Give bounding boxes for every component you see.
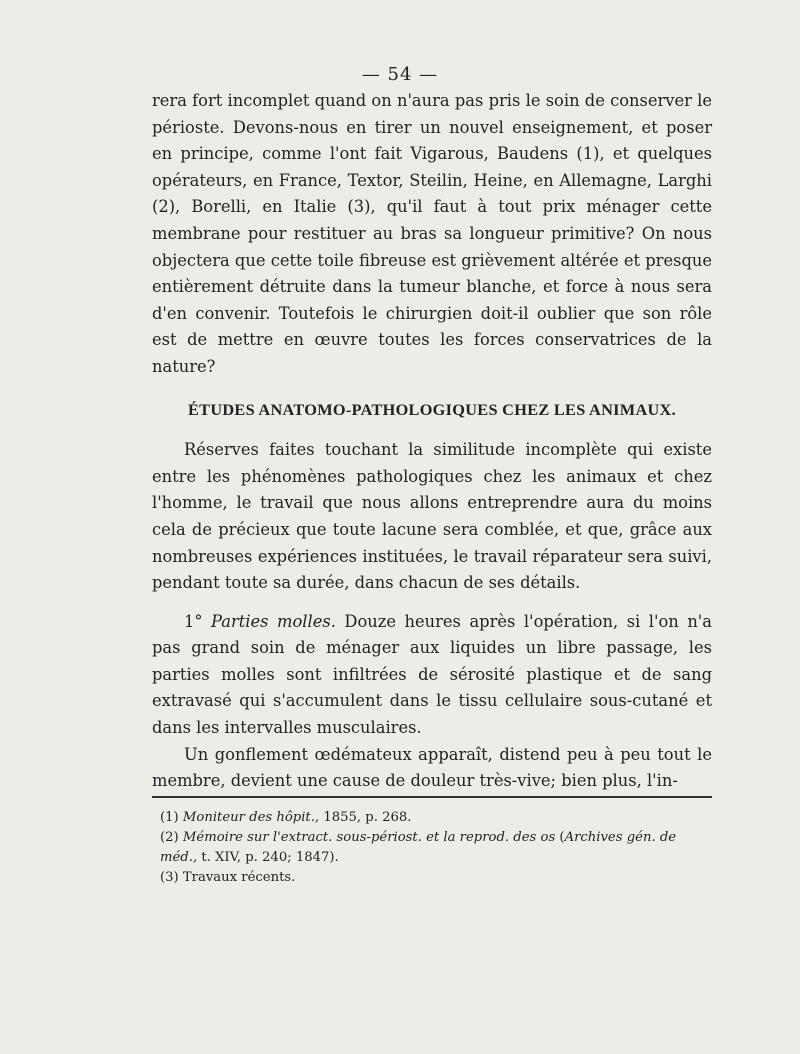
paragraph-1: rera fort incomplet quand on n'aura pas pris le soin de conserver le périoste. Devons-nous en tirer un nouvel enseignement, et poser en principe, comme l'ont fait Vigarous, Baudens (1), et quelques opérateurs, en France, Textor, Steilin, Heine, en Allemagne, Larghi (2), Borelli, en Italie (3), qu'il faut à tout prix ménager cette membrane pour restituer au bras sa longueur primitive? On nous objectera que cette toile fibreuse est grièvement altérée et presque entièrement détruite dans la tumeur blanche, et force à nous sera d'en convenir. Toutefois le chirurgien doit-il oublier que son rôle est de mettre en œuvre toutes les forces conservatrices de la nature? [152, 91, 712, 376]
paragraph-3-title: Parties molles. [211, 611, 336, 631]
paragraph-3-number: 1° [184, 611, 203, 631]
section-heading: ÉTUDES ANATOMO-PATHOLOGIQUES CHEZ LES ANIMAUX. [188, 399, 676, 419]
paragraph-3-text: Douze heures après l'opération, si l'on n'a pas grand soin de ménager aux liquides un libre passage, les parties molles sont infiltrées de sérosité plastique et de sang extravasé qui s'accumulent dans le tissu cellulaire sous-cutané et dans les intervalles musculaires. [152, 611, 712, 738]
paragraph-4: Un gonflement œdémateux apparaît, distend peu à peu tout le membre, devient une cause de douleur très-vive; bien plus, l'in- [152, 744, 712, 791]
footnote-1: (1) Moniteur des hôpit., 1855, p. 268. [160, 810, 412, 825]
footnotes [152, 808, 712, 888]
footnote-3: (3) Travaux récents. [160, 870, 296, 885]
page-number: — 54 — [361, 64, 439, 85]
footnote-2-title: Mémoire sur l'extract. sous-périost. et la reprod. des os [182, 830, 556, 845]
footnote-2: (2) Mémoire sur l'extract. sous-périost. et la reprod. des os (Archives gén. de méd., t. XIV, p. 240; 1847). [160, 830, 677, 865]
paragraph-3 [152, 609, 712, 742]
footnote-divider [152, 796, 712, 798]
footnote-1-title: Moniteur des hôpit., [182, 810, 320, 825]
footnote-2-title2: Archives gén. de méd., [160, 830, 677, 865]
paragraph-2: Réserves faites touchant la similitude incomplète qui existe entre les phénomènes pathologiques chez les animaux et chez l'homme, le travail que nous allons entreprendre aura du moins cela de précieux que toute lacune sera comblée, et que, grâce aux nombreuses expériences instituées, le travail réparateur sera suivi, pendant toute sa durée, dans chacun de ses détails. [152, 440, 712, 593]
page-body [152, 88, 712, 795]
